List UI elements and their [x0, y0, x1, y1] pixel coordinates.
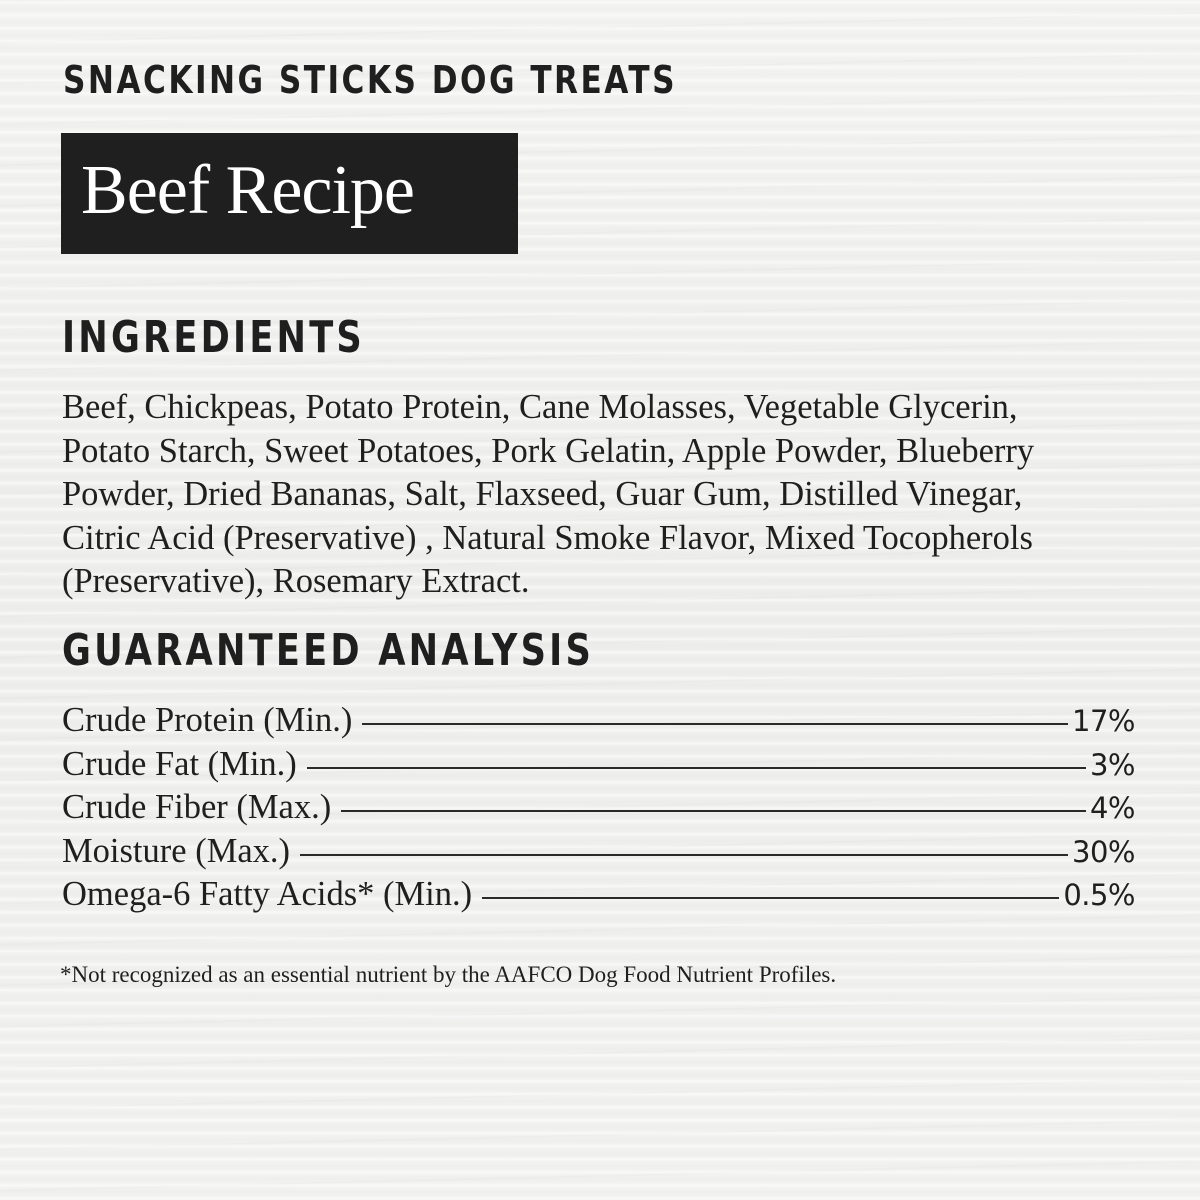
analysis-label: Moisture (Max.) [62, 831, 291, 870]
analysis-value: 30% [1072, 834, 1135, 869]
analysis-label: Crude Fat (Min.) [62, 744, 297, 783]
leader-line [300, 854, 1068, 856]
ingredients-line: Citric Acid (Preservative) , Natural Smoke Flavor, Mixed Tocopherols [62, 518, 1033, 557]
guaranteed-analysis-table [62, 699, 1135, 917]
analysis-row-omega-6 [62, 873, 1135, 917]
ingredients-list [62, 386, 1147, 604]
leader-line [307, 767, 1086, 769]
leader-line [482, 897, 1059, 899]
analysis-label: Crude Protein (Min.) [62, 701, 353, 739]
analysis-value: 0.5% [1063, 878, 1135, 912]
footnote: *Not recognized as an essential nutrient by the AAFCO Dog Food Nutrient Profiles. [60, 962, 837, 987]
ingredients-heading: INGREDIENTS [62, 312, 365, 363]
recipe-title: Beef Recipe [81, 152, 414, 229]
analysis-row-crude-fat [62, 743, 1135, 787]
leader-line [341, 810, 1086, 812]
analysis-row-moisture [62, 830, 1135, 874]
ingredients-line: Potato Starch, Sweet Potatoes, Pork Gelatin, Apple Powder, Blueberry [62, 431, 1035, 470]
analysis-value: 3% [1089, 747, 1135, 782]
analysis-row-crude-fiber [62, 786, 1135, 830]
analysis-row-crude-protein [62, 699, 1135, 743]
guaranteed-analysis-heading: GUARANTEED ANALYSIS [62, 625, 594, 676]
leader-line [362, 723, 1068, 725]
ingredients-line: Powder, Dried Bananas, Salt, Flaxseed, Guar Gum, Distilled Vinegar, [62, 475, 1023, 513]
analysis-label: Omega-6 Fatty Acids* (Min.) [62, 875, 473, 913]
analysis-label: Crude Fiber (Max.) [62, 788, 332, 826]
ingredients-line: (Preservative), Rosemary Extract. [62, 562, 530, 600]
analysis-value: 17% [1072, 704, 1135, 738]
analysis-value: 4% [1089, 791, 1135, 825]
product-line-heading: SNACKING STICKS DOG TREATS [63, 58, 678, 102]
ingredients-line: Beef, Chickpeas, Potato Protein, Cane Molasses, Vegetable Glycerin, [62, 388, 1018, 426]
